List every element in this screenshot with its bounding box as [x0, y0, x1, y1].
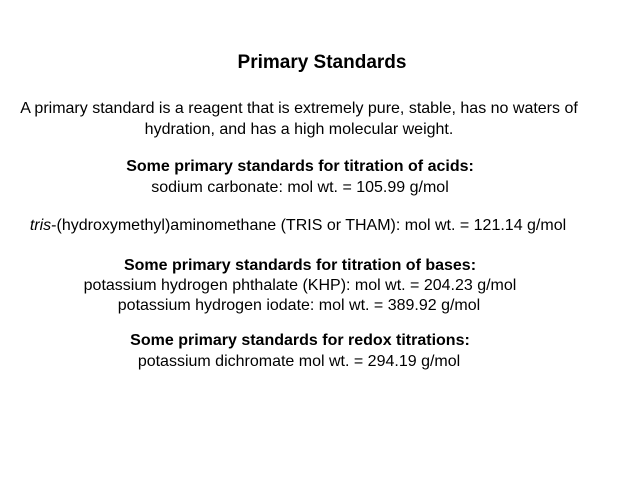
bases-item-iodate: potassium hydrogen iodate: mol wt. = 389.92 g/mol: [117, 297, 481, 314]
tris-rest: -(hydroxymethyl)aminomethane (TRIS or THAM): mol wt. = 121.14 g/mol: [51, 217, 567, 234]
acids-item-sodium-carbonate: sodium carbonate: mol wt. = 105.99 g/mol: [151, 179, 449, 196]
intro-line-2: hydration, and has a high molecular weight.: [144, 121, 454, 138]
redox-heading: Some primary standards for redox titrations:: [130, 332, 470, 349]
bases-heading: Some primary standards for titration of bases:: [123, 257, 477, 274]
slide-title: Primary Standards: [237, 52, 407, 73]
bases-item-khp: potassium hydrogen phthalate (KHP): mol wt. = 204.23 g/mol: [83, 277, 517, 294]
tris-italic: tris: [29, 217, 52, 234]
acids-item-tris: [0, 216, 617, 236]
acids-heading: Some primary standards for titration of acids:: [126, 158, 474, 175]
redox-item-dichromate: potassium dichromate mol wt. = 294.19 g/mol: [137, 353, 461, 370]
intro-line-1: A primary standard is a reagent that is extremely pure, stable, has no waters of: [20, 100, 578, 117]
